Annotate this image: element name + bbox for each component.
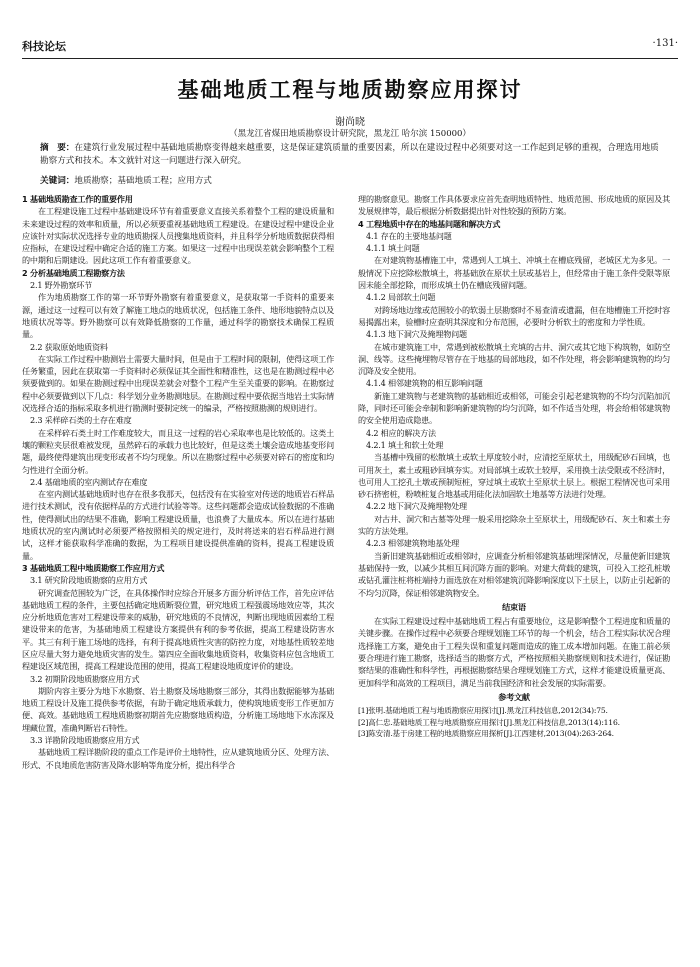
section-heading: 1 基础地质勘查工作的重要作用	[22, 194, 133, 204]
subsection-heading: 2.3 采样碎石类的土存在难度	[30, 415, 132, 426]
keywords-label: 关键词：	[40, 176, 75, 186]
subsection-heading: 3.3 详勘阶段地质勘察应用方式	[30, 735, 140, 746]
body-paragraph: 理的勘察意见。勘察工作具体要求应首先查明地质特性、地质范围、形成地质的原因及其发展规律等，最后根据分析数据提出针对性较强的预防方案。	[358, 194, 670, 217]
body-paragraph: 基础地质工程详勘阶段的重点工作是评价土地特性，应从建筑地质分区、处理方法、形式、不良地质危害防害及降水影响等角度分析，提出科学合	[22, 747, 334, 770]
body-paragraph: 当新旧建筑基础相近或相邻时，应调查分析相邻建筑基础埋深情况，尽量使新旧建筑基础保持一致，以减少其相互间沉降方面的影响。对建大荷载的建筑，可投入工挖孔桩墩或钻孔灌注桩将桩端持力面选放在对相邻建筑沉降影响深度以下土层上，以防止引起新的不均匀沉降，保证相邻建筑物安全。	[358, 550, 670, 598]
subsubsection-heading: 4.2.3 相邻建筑物地基处理	[366, 538, 460, 549]
body-paragraph: 期阶内容主要分为地下水勘察、岩土勘察及场地勘察三部分，其得出数据能够为基础地质工程设计及施工提供参考依据，有助于确定地质承载力，使构筑地质变形工作更加方便、高效。基础地质工程地质勘察初期首先应勘察地质构造，分析施工场地地下水冻深及埋藏位置，准确判断岩石特性。	[22, 685, 334, 733]
centered-heading: 参考文献	[498, 691, 530, 702]
keywords-text: 地质勘察；基础地质工程；应用方式	[74, 176, 212, 186]
body-paragraph: 在实际工程建设过程中基础地质工程占有重要地位，这是影响整个工程进度和质量的关键步骤。在操作过程中必须要合理规划施工环节的每一个机会，结合工程实际状况合理选择施工方案，避免由于工程失误和重复问题而造成的施工成本增加问题。在施工前必须要合理进行施工勘察，选择适当的勘察方式，严格按照相关勘察规则和技术进行，保证勘察结果的准确性和科学性，再根据勘察结果合理规划施工方式，这样才能建设质量更高、更加科学和高效的工程项目，满足当前我国经济和社会发展的实际需要。	[358, 616, 670, 688]
right-column	[358, 193, 670, 740]
abstract-label: 摘 要：	[40, 143, 75, 153]
subsection-heading: 3.2 初期阶段地质勘察应用方式	[30, 673, 140, 684]
subsubsection-heading: 4.1.3 地下洞穴及掩埋物问题	[366, 329, 467, 340]
subsection-heading: 2.1 野外勘察环节	[30, 280, 93, 291]
body-paragraph: 在对建筑物基槽施工中，常遇到人工填土、冲填土在槽底残留，老城区尤为多见。一般情况下应挖除松散填土，将基础放在原状土层或基岩上，但经常由于施工条件受限等原因未能全部挖除，而形成填土仍在槽底残留问题。	[358, 255, 670, 291]
subsection-heading: 2.2 获取原始地质资料	[30, 341, 108, 352]
section-heading: 2 分析基础地质工程勘察方法	[22, 267, 125, 278]
subsection-heading: 4.1 存在的主要地基问题	[366, 230, 452, 241]
body-paragraph: 当基槽中残留的松散填土或软土厚度较小时，应清挖至原状土，用级配砂石回填，也可用灰土，素土或粗砂回填夯实。对局部填土或软土较厚，采用换土法受限或不经济时，也可用人工挖孔土墩或预制短桩，穿过填土或软土至原状土层上。根据工程情况也可采用砂石挤密桩，粉喷桩复合地基或用硅化法加固软土地基等方法进行处理。	[358, 452, 670, 500]
body-paragraph: 在城市建筑施工中，常遇到被松散填土充填的古井、洞穴或其它地下构筑物，如防空洞、线等。这些掩埋物尽管存在于地基的局部地段，如不作处理，将会影响建筑物的均匀沉降及安全使用。	[358, 341, 670, 377]
body-paragraph: 在采样碎石类土时工作难度较大，而且这一过程的岩心采取率也是比较低的。这类土壤的颗粒夹层很难被发现，虽然碎石的承载力也比较好，但是这类土壤会造成地基变形问题，最终使得建筑出现变形或者不均匀现象。所以在勘察过程中必须要对碎石的密度和均匀性进行全面分析。	[22, 427, 334, 475]
page-number: ·131·	[652, 38, 678, 49]
author-name: 谢尚晓	[335, 117, 365, 128]
article-title: 基础地质工程与地质勘察应用探讨	[177, 78, 523, 102]
left-column	[22, 193, 334, 771]
reference-item: [1]张明.基础地质工程与地质勘察应用探讨[J].黑龙江科技信息,2012(34):75.	[358, 706, 608, 716]
body-paragraph: 新施工建筑物与老建筑物的基础相近或相邻，可能会引起老建筑物的不均匀沉陷加沉降，同时还可能会牵制和影响新建筑物的均匀沉降，如不作适当处理，将会给相邻建筑物的安全使用造成隐患。	[358, 390, 670, 426]
journal-name: 科技论坛	[22, 40, 66, 53]
author-affiliation: （黑龙江省煤田地质勘察设计研究院，黑龙江 哈尔滨 150000）	[229, 129, 471, 139]
centered-heading: 结束语	[502, 601, 526, 612]
abstract	[40, 142, 660, 168]
keywords	[40, 174, 660, 186]
body-paragraph: 在工程建设施工过程中基础建设环节有着重要意义直接关系着整个工程的建设质量和未来建设过程的效率和质量，所以必须要重视基础地质工程建设。在建设过程中建设企业应该针对实际状况选择专业的地质勘探人员搜集地质资料，并且科学分析地质数据获得相应指标，在建设过程中确定合适的施工方案。如果这一过程中出现误差就会影响整个工程的中期和后期建设。因此这项工作有着重要意义。	[22, 206, 334, 266]
subsection-heading: 3.1 研究阶段地质勘察的应用方式	[30, 575, 148, 586]
subsubsection-heading: 4.1.2 局部软土问题	[366, 292, 436, 303]
section-heading: 4 工程地质中存在的地基问题和解决方式	[358, 218, 501, 229]
subsubsection-heading: 4.2.1 填土和软土处理	[366, 439, 444, 450]
body-paragraph: 对古井、洞穴和古墓等处理一般采用挖除杂土至原状土，用级配砂石、灰土和素土夯实的方法处理。	[358, 513, 670, 537]
subsubsection-heading: 4.1.1 填土问题	[366, 243, 420, 254]
subsection-heading: 2.4 基础地质的室内测试存在难度	[30, 476, 148, 487]
header-rule	[22, 58, 678, 59]
body-paragraph: 对跨场地边缘或范围较小的软弱土层勘察时不易查清或遗漏，但在地槽施工开挖时容易揭露出来，验槽时应查明其深度和分布范围，必要时分析软土的密度和力学性质。	[358, 304, 670, 327]
body-paragraph: 作为地质勘察工作的第一环节野外勘察有着重要意义，是获取第一手资料的重要来源，通过这一过程可以有效了解施工地点的地质状况，包括施工条件、地形地貌特点以及地质状况等等。野外勘察可以有效降低勘察的工作量，通过科学的勘察技术确保工程质量。	[22, 292, 334, 340]
reference-item: [2]高仁忠.基础地质工程与地质勘察应用探讨[J].黑龙江科技信息,2013(14):116.	[358, 717, 620, 727]
subsection-heading: 4.2 相应的解决方法	[366, 427, 436, 438]
page-header	[22, 10, 678, 62]
body-paragraph: 在实际工作过程中勘测岩土需要大量时间，但是由于工程时间的限制，使得这项工作任务繁重，因此在获取第一手资料时必须保证其全面性和精准性，这也是在勘测过程中必须要做到的。如果在勘测过程中出现误差就会对整个工程产生至关重要的影响。在勘察过程中必须要做到以下几点：科学划分业务勘测地层。在勘测过程中要依据当地岩土实际情况选择合适的指标采取多机进行勘测时要制定统一的编录，严格按照勘测的规则进行。	[22, 353, 334, 414]
subsubsection-heading: 4.1.4 相邻建筑物的相互影响问题	[366, 378, 483, 389]
reference-item: [3]陈安清.基于房建工程的地质勘察应用探析[J].江西建材,2013(04):263-264.	[358, 729, 614, 739]
body-paragraph: 研究调查范围较为广泛，在具体操作时应综合开展多方面分析评估工作，首先应评估基础地质工程的条件，主要包括确定地质断裂位置，研究地质工程强震场地效应等，其次应分析地质危害对工程建设带来的威胁，研究地质的不良情况，判断出现地质因素给工程建设带来的危害，为基础地质工程建设方案提供有利的参考依据，提高工程建设防害水平。其三有利于施工场地的选择，有利于提高地质性灾害的防控力度，对地基性质较差地区应尽量大努力避免地质灾害的发生。第四应全面收集地质资料，收集资料应包含地质工程建设区域范围，提高工程建设范围的使用，提高工程建设地质度评价的建设。	[22, 587, 334, 672]
section-heading: 3 基础地质工程中地质勘察工作应用方式	[22, 562, 165, 573]
subsubsection-heading: 4.2.2 地下洞穴及掩埋物处理	[366, 501, 467, 512]
abstract-text: 在建筑行业发展过程中基础地质勘察变得越来越重要，这是保证建筑质量的重要因素，所以在建设过程中必须要对这一工作起到足够的重视，合理选用地质勘察方式和技术。本文就针对这一问题进行深入研究。	[40, 143, 659, 166]
body-paragraph: 在室内测试基础地质时也存在很多我那天，包括没有在实验室对传送的地质岩石样品进行技术测试，没有依据样品的方式进行试验等等。这些问题都会造成试验数据的不准确性，使得测试出的结果不准确，影响工程建设质量，也浪费了大量成本。所以在进行基础地质状况的室内测试时必须要严格按照相关的规定进行，及时将送来的岩石样品进行测试，这样才能获取科学准确的数据，为工程项目建设提供准确的资料，提高工程建设质量。	[22, 489, 334, 561]
